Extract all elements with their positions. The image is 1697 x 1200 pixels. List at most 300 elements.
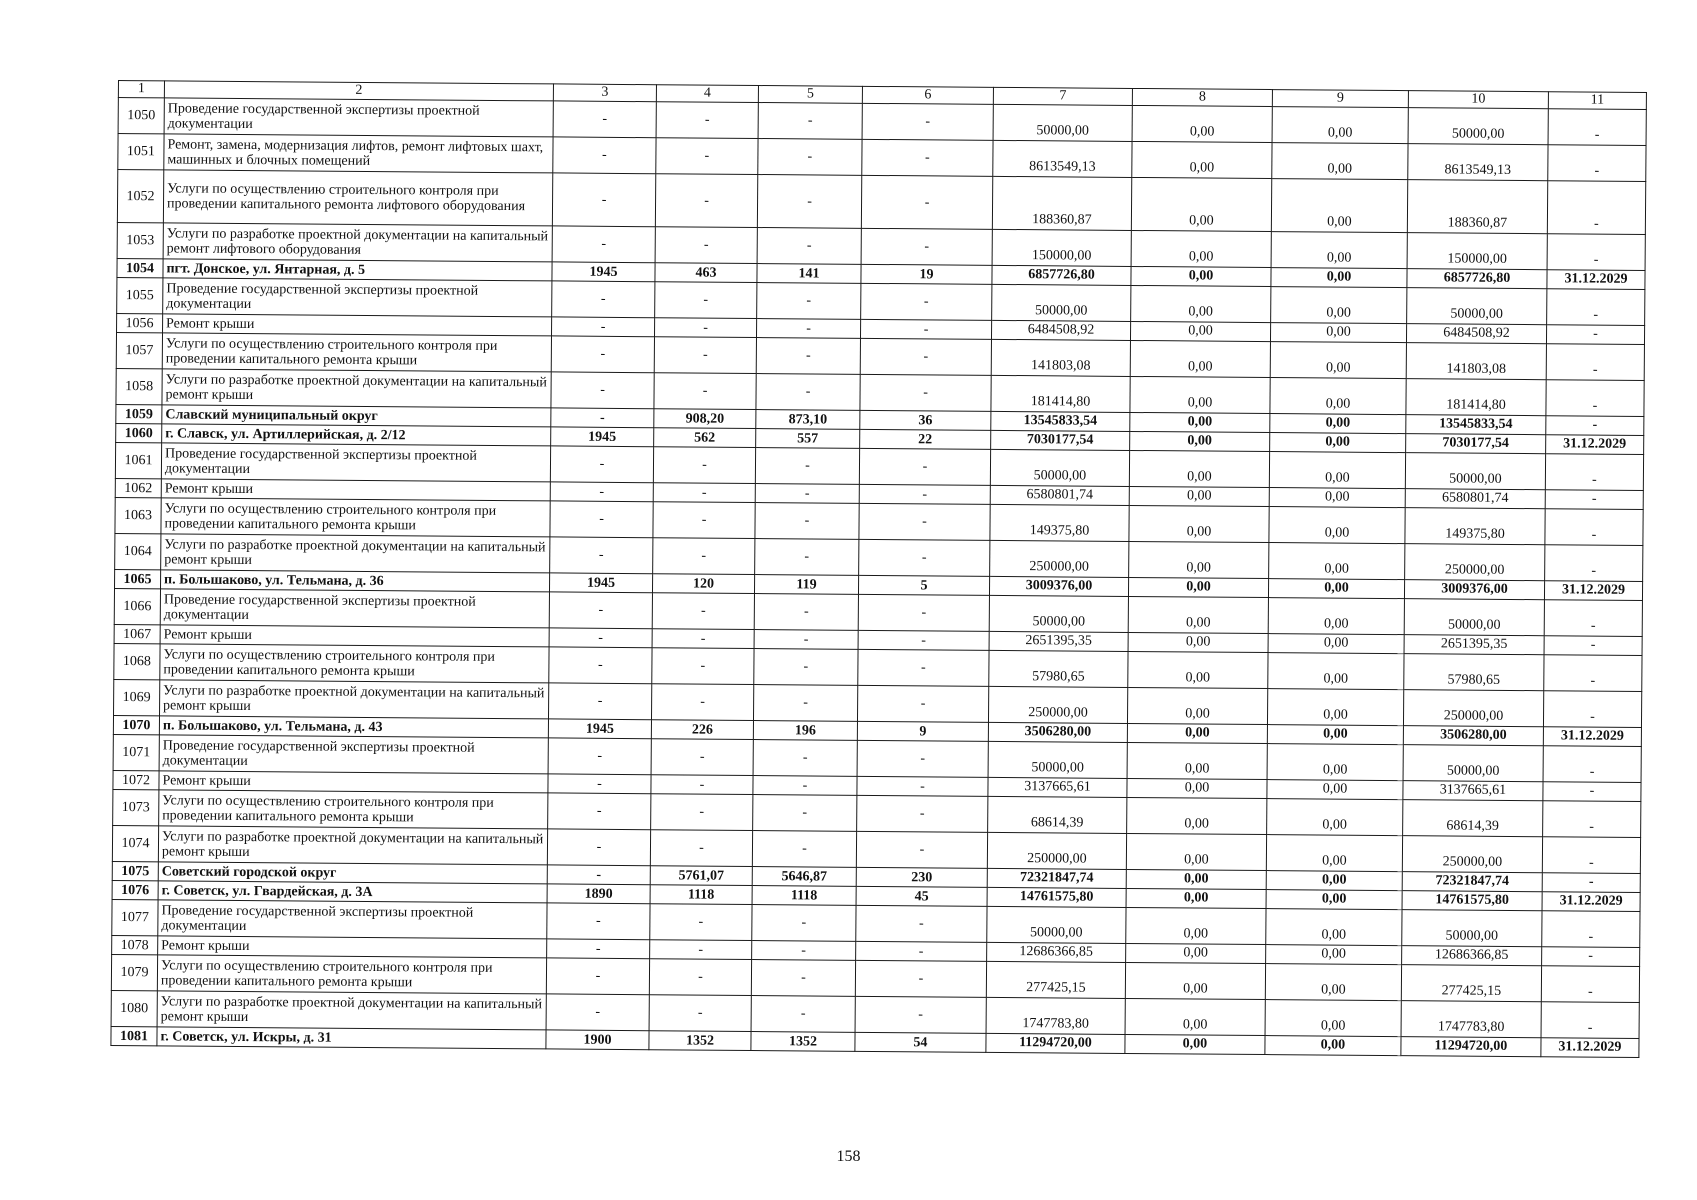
- work-description-cell: Проведение государственной экспертизы проектной документации: [164, 98, 553, 137]
- owner-funds-cell: 277425,15: [1401, 965, 1541, 1002]
- residents-count-cell: -: [860, 338, 991, 375]
- year-built-cell: -: [547, 903, 650, 940]
- regional-funds-cell: 0,00: [1270, 433, 1406, 453]
- residents-count-cell: 9: [857, 721, 988, 741]
- total-cost-cell: 57980,65: [989, 650, 1128, 687]
- work-description-cell: п. Большаково, ул. Тельмана, д. 36: [161, 570, 550, 592]
- year-built-cell: -: [552, 226, 655, 263]
- owner-funds-cell: 6857726,80: [1407, 269, 1547, 289]
- work-description-cell: Услуги по осуществлению строительного контроля при проведении капитального ремонта крыши: [161, 498, 550, 537]
- year-built-cell: 1945: [548, 719, 651, 739]
- owner-funds-cell: 72321847,74: [1402, 872, 1542, 892]
- federal-funds-cell: 0,00: [1127, 797, 1267, 834]
- capital-repair-table: [110, 80, 1647, 1058]
- total-cost-cell: 1747783,80: [986, 997, 1125, 1034]
- living-area-cell: 1352: [751, 1032, 855, 1052]
- regional-funds-cell: 0,00: [1271, 179, 1407, 233]
- federal-funds-cell: 0,00: [1126, 943, 1266, 963]
- federal-funds-cell: 0,00: [1127, 742, 1267, 779]
- completion-date-cell: -: [1548, 109, 1646, 146]
- living-area-cell: -: [752, 831, 856, 868]
- owner-funds-cell: 8613549,13: [1408, 144, 1548, 181]
- living-area-cell: -: [757, 283, 861, 320]
- residents-count-cell: -: [857, 776, 988, 796]
- total-cost-cell: 250000,00: [988, 686, 1127, 723]
- year-built-cell: -: [550, 446, 653, 483]
- completion-date-cell: 31.12.2029: [1546, 435, 1644, 455]
- total-cost-cell: 50000,00: [988, 741, 1127, 778]
- living-area-cell: -: [753, 685, 857, 722]
- living-area-cell: -: [757, 175, 861, 229]
- completion-date-cell: 31.12.2029: [1543, 727, 1641, 747]
- living-area-cell: -: [753, 776, 857, 796]
- header-cell: 2: [164, 81, 553, 101]
- regional-funds-cell: 0,00: [1271, 232, 1407, 269]
- federal-funds-cell: 0,00: [1131, 177, 1271, 231]
- living-area-cell: -: [751, 996, 855, 1033]
- completion-date-cell: -: [1543, 691, 1641, 728]
- owner-funds-cell: 141803,08: [1406, 343, 1546, 380]
- row-number-cell: 1055: [117, 277, 163, 313]
- row-number-cell: 1063: [115, 497, 161, 533]
- residents-count-cell: -: [860, 374, 991, 411]
- row-number-cell: 1056: [117, 313, 163, 332]
- work-description-cell: Ремонт крыши: [161, 479, 550, 501]
- year-built-cell: -: [552, 173, 655, 227]
- row-number-cell: 1065: [115, 569, 161, 588]
- residents-count-cell: -: [856, 905, 987, 942]
- work-description-cell: Услуги по осуществлению строительного контроля при проведении капитального ремонта крыши: [162, 333, 551, 372]
- work-description-cell: Услуги по разработке проектной документации на капитальный ремонт крыши: [161, 534, 550, 573]
- owner-funds-cell: 250000,00: [1405, 544, 1545, 581]
- owner-funds-cell: 150000,00: [1407, 233, 1547, 270]
- owner-funds-cell: 250000,00: [1403, 690, 1543, 727]
- total-cost-cell: 8613549,13: [993, 140, 1132, 177]
- owner-funds-cell: 11294720,00: [1401, 1037, 1541, 1057]
- residents-count-cell: -: [857, 685, 988, 722]
- total-cost-cell: 6484508,92: [991, 320, 1130, 340]
- header-cell: 5: [758, 86, 862, 104]
- federal-funds-cell: 0,00: [1125, 962, 1265, 999]
- work-description-cell: Услуги по разработке проектной документации на капитальный ремонт крыши: [162, 369, 551, 408]
- living-area-cell: -: [755, 539, 859, 576]
- year-built-cell: 1945: [549, 573, 652, 593]
- total-area-cell: 463: [655, 263, 757, 283]
- row-number-cell: 1057: [116, 332, 162, 368]
- year-built-cell: -: [552, 281, 655, 318]
- total-area-cell: 908,20: [654, 409, 756, 429]
- year-built-cell: -: [551, 372, 654, 409]
- work-description-cell: Проведение государственной экспертизы проектной документации: [161, 443, 550, 482]
- completion-date-cell: 31.12.2029: [1541, 1038, 1639, 1058]
- work-description-cell: г. Советск, ул. Гвардейская, д. 3А: [158, 881, 547, 903]
- residents-count-cell: -: [858, 594, 989, 631]
- federal-funds-cell: 0,00: [1127, 778, 1267, 798]
- work-description-cell: Славский муниципальный округ: [162, 405, 551, 427]
- residents-count-cell: -: [861, 283, 992, 320]
- federal-funds-cell: 0,00: [1132, 105, 1272, 142]
- owner-funds-cell: 50000,00: [1405, 453, 1545, 490]
- row-number-cell: 1064: [115, 533, 161, 569]
- living-area-cell: -: [753, 795, 857, 832]
- regional-funds-cell: 0,00: [1265, 1036, 1401, 1056]
- federal-funds-cell: 0,00: [1125, 1034, 1265, 1054]
- total-cost-cell: 250000,00: [990, 540, 1129, 577]
- header-cell: 9: [1272, 90, 1408, 108]
- total-area-cell: -: [651, 775, 753, 795]
- work-description-cell: Услуги по разработке проектной документации на капитальный ремонт лифтового оборудования: [163, 223, 552, 262]
- year-built-cell: -: [548, 738, 651, 775]
- regional-funds-cell: 0,00: [1270, 323, 1406, 343]
- residents-count-cell: -: [855, 960, 986, 997]
- total-area-cell: -: [651, 684, 753, 721]
- residents-count-cell: 54: [855, 1032, 986, 1052]
- living-area-cell: -: [756, 319, 860, 339]
- row-number-cell: 1051: [118, 134, 164, 170]
- row-number-cell: 1075: [112, 861, 158, 880]
- federal-funds-cell: 0,00: [1129, 450, 1269, 487]
- work-description-cell: Услуги по разработке проектной документации на капитальный ремонт крыши: [157, 991, 546, 1030]
- total-area-cell: -: [650, 830, 752, 867]
- total-area-cell: -: [651, 794, 753, 831]
- living-area-cell: -: [754, 649, 858, 686]
- row-number-cell: 1071: [113, 734, 159, 770]
- work-description-cell: Ремонт крыши: [159, 771, 548, 793]
- completion-date-cell: -: [1547, 289, 1645, 326]
- total-area-cell: 1118: [650, 885, 752, 905]
- regional-funds-cell: 0,00: [1267, 799, 1403, 836]
- regional-funds-cell: 0,00: [1272, 143, 1408, 180]
- year-built-cell: -: [551, 408, 654, 428]
- living-area-cell: -: [754, 630, 858, 650]
- owner-funds-cell: 149375,80: [1405, 508, 1545, 545]
- owner-funds-cell: 13545833,54: [1406, 415, 1546, 435]
- living-area-cell: -: [755, 484, 859, 504]
- total-cost-cell: 50000,00: [987, 906, 1126, 943]
- row-number-cell: 1050: [118, 98, 164, 134]
- completion-date-cell: -: [1542, 911, 1640, 948]
- work-description-cell: Услуги по осуществлению строительного контроля при проведении капитального ремонта крыши: [160, 644, 549, 683]
- residents-count-cell: 19: [861, 264, 992, 284]
- row-number-cell: 1073: [113, 789, 159, 825]
- row-number-cell: 1054: [117, 258, 163, 277]
- completion-date-cell: -: [1545, 490, 1643, 510]
- total-cost-cell: 3009376,00: [989, 576, 1128, 596]
- work-description-cell: Услуги по разработке проектной документации на капитальный ремонт крыши: [158, 826, 547, 865]
- header-cell: 6: [862, 86, 993, 104]
- regional-funds-cell: 0,00: [1269, 543, 1405, 580]
- total-cost-cell: 3137665,61: [988, 777, 1127, 797]
- residents-count-cell: -: [857, 740, 988, 777]
- row-number-cell: 1072: [113, 770, 159, 789]
- total-area-cell: -: [653, 447, 755, 484]
- residents-count-cell: -: [859, 539, 990, 576]
- federal-funds-cell: 0,00: [1128, 632, 1268, 652]
- row-number-cell: 1052: [117, 170, 163, 223]
- regional-funds-cell: 0,00: [1268, 598, 1404, 635]
- living-area-cell: -: [757, 228, 861, 265]
- regional-funds-cell: 0,00: [1269, 452, 1405, 489]
- row-number-cell: 1059: [116, 404, 162, 423]
- year-built-cell: -: [548, 774, 651, 794]
- row-number-cell: 1058: [116, 368, 162, 404]
- owner-funds-cell: 50000,00: [1408, 108, 1548, 145]
- regional-funds-cell: 0,00: [1269, 488, 1405, 508]
- work-description-cell: г. Советск, ул. Искры, д. 31: [157, 1027, 546, 1049]
- living-area-cell: -: [758, 103, 862, 140]
- year-built-cell: 1945: [551, 427, 654, 447]
- completion-date-cell: -: [1543, 801, 1641, 838]
- total-area-cell: 120: [652, 574, 754, 594]
- row-number-cell: 1078: [112, 935, 158, 954]
- completion-date-cell: -: [1542, 837, 1640, 874]
- total-cost-cell: 50000,00: [992, 284, 1131, 321]
- federal-funds-cell: 0,00: [1128, 577, 1268, 597]
- regional-funds-cell: 0,00: [1267, 689, 1403, 726]
- page-number: 158: [836, 1148, 861, 1165]
- owner-funds-cell: 3009376,00: [1404, 580, 1544, 600]
- regional-funds-cell: 0,00: [1266, 890, 1402, 910]
- year-built-cell: 1945: [552, 262, 655, 282]
- header-cell: 7: [993, 87, 1132, 105]
- total-cost-cell: 50000,00: [993, 104, 1132, 141]
- total-area-cell: 562: [654, 428, 756, 448]
- federal-funds-cell: 0,00: [1130, 340, 1270, 377]
- federal-funds-cell: 0,00: [1131, 285, 1271, 322]
- total-area-cell: -: [656, 102, 758, 139]
- total-area-cell: -: [649, 995, 751, 1032]
- total-area-cell: -: [650, 904, 752, 941]
- living-area-cell: 1118: [752, 886, 856, 906]
- year-built-cell: -: [546, 994, 649, 1031]
- completion-date-cell: -: [1544, 636, 1642, 656]
- row-number-cell: 1077: [112, 899, 158, 935]
- residents-count-cell: 22: [860, 429, 991, 449]
- work-description-cell: п. Большаково, ул. Тельмана, д. 43: [159, 716, 548, 738]
- work-description-cell: Услуги по разработке проектной документации на капитальный ремонт крыши: [160, 680, 549, 719]
- federal-funds-cell: 0,00: [1130, 376, 1270, 413]
- federal-funds-cell: 0,00: [1130, 431, 1270, 451]
- regional-funds-cell: 0,00: [1272, 107, 1408, 144]
- regional-funds-cell: 0,00: [1268, 653, 1404, 690]
- living-area-cell: 873,10: [756, 410, 860, 430]
- year-built-cell: -: [553, 137, 656, 174]
- regional-funds-cell: 0,00: [1271, 287, 1407, 324]
- total-area-cell: 226: [651, 720, 753, 740]
- year-built-cell: -: [550, 482, 653, 502]
- year-built-cell: -: [551, 336, 654, 373]
- document-sheet: [110, 80, 1646, 1058]
- owner-funds-cell: 7030177,54: [1406, 434, 1546, 454]
- completion-date-cell: -: [1547, 234, 1645, 271]
- total-cost-cell: 2651395,35: [989, 631, 1128, 651]
- residents-count-cell: 230: [856, 867, 987, 887]
- completion-date-cell: -: [1544, 655, 1642, 692]
- header-cell: 3: [553, 84, 656, 102]
- owner-funds-cell: 50000,00: [1403, 745, 1543, 782]
- residents-count-cell: -: [856, 831, 987, 868]
- living-area-cell: -: [752, 941, 856, 961]
- living-area-cell: 196: [753, 721, 857, 741]
- living-area-cell: -: [755, 448, 859, 485]
- federal-funds-cell: 0,00: [1128, 651, 1268, 688]
- completion-date-cell: -: [1546, 344, 1644, 381]
- year-built-cell: -: [549, 592, 652, 629]
- work-description-cell: Услуги по осуществлению строительного контроля при проведении капитального ремонта лифтового оборудования: [163, 170, 552, 226]
- completion-date-cell: -: [1543, 782, 1641, 802]
- owner-funds-cell: 6484508,92: [1406, 324, 1546, 344]
- total-cost-cell: 50000,00: [990, 449, 1129, 486]
- residents-count-cell: -: [862, 139, 993, 176]
- living-area-cell: -: [752, 905, 856, 942]
- living-area-cell: -: [756, 338, 860, 375]
- federal-funds-cell: 0,00: [1126, 907, 1266, 944]
- owner-funds-cell: 50000,00: [1402, 910, 1542, 947]
- regional-funds-cell: 0,00: [1270, 378, 1406, 415]
- work-description-cell: пгт. Донское, ул. Янтарная, д. 5: [163, 259, 552, 281]
- completion-date-cell: 31.12.2029: [1544, 581, 1642, 601]
- federal-funds-cell: 0,00: [1126, 869, 1266, 889]
- completion-date-cell: -: [1544, 600, 1642, 637]
- residents-count-cell: 36: [860, 410, 991, 430]
- living-area-cell: -: [753, 740, 857, 777]
- completion-date-cell: -: [1546, 325, 1644, 345]
- total-area-cell: -: [653, 538, 755, 575]
- owner-funds-cell: 2651395,35: [1404, 635, 1544, 655]
- federal-funds-cell: 0,00: [1130, 321, 1270, 341]
- residents-count-cell: -: [856, 941, 987, 961]
- total-area-cell: -: [652, 593, 754, 630]
- owner-funds-cell: 181414,80: [1406, 379, 1546, 416]
- work-description-cell: Ремонт крыши: [163, 314, 552, 336]
- work-description-cell: Проведение государственной экспертизы проектной документации: [163, 278, 552, 317]
- owner-funds-cell: 250000,00: [1402, 836, 1542, 873]
- regional-funds-cell: 0,00: [1269, 507, 1405, 544]
- owner-funds-cell: 50000,00: [1407, 288, 1547, 325]
- living-area-cell: 5646,87: [752, 867, 856, 887]
- total-area-cell: -: [649, 959, 751, 996]
- regional-funds-cell: 0,00: [1266, 871, 1402, 891]
- regional-funds-cell: 0,00: [1270, 342, 1406, 379]
- completion-date-cell: -: [1546, 416, 1644, 436]
- row-number-cell: 1069: [114, 679, 160, 715]
- total-cost-cell: 149375,80: [990, 504, 1129, 541]
- regional-funds-cell: 0,00: [1266, 945, 1402, 965]
- work-description-cell: Проведение государственной экспертизы проектной документации: [160, 589, 549, 628]
- row-number-cell: 1076: [112, 880, 158, 899]
- completion-date-cell: -: [1545, 509, 1643, 546]
- owner-funds-cell: 50000,00: [1404, 599, 1544, 636]
- row-number-cell: 1053: [117, 222, 163, 258]
- total-area-cell: -: [655, 318, 757, 338]
- regional-funds-cell: 0,00: [1265, 1000, 1401, 1037]
- total-cost-cell: 50000,00: [989, 595, 1128, 632]
- total-area-cell: -: [655, 282, 757, 319]
- total-area-cell: -: [654, 337, 756, 374]
- header-cell: 11: [1548, 92, 1646, 110]
- residents-count-cell: -: [861, 228, 992, 265]
- completion-date-cell: 31.12.2029: [1542, 892, 1640, 912]
- owner-funds-cell: 68614,39: [1403, 800, 1543, 837]
- regional-funds-cell: 0,00: [1266, 909, 1402, 946]
- year-built-cell: -: [547, 939, 650, 959]
- total-cost-cell: 72321847,74: [987, 868, 1126, 888]
- total-cost-cell: 3506280,00: [988, 722, 1127, 742]
- regional-funds-cell: 0,00: [1271, 268, 1407, 288]
- residents-count-cell: 45: [856, 886, 987, 906]
- work-description-cell: Ремонт, замена, модернизация лифтов, ремонт лифтовых шахт, машинных и блочных помещений: [164, 134, 553, 173]
- owner-funds-cell: 14761575,80: [1402, 891, 1542, 911]
- federal-funds-cell: 0,00: [1125, 998, 1265, 1035]
- federal-funds-cell: 0,00: [1130, 412, 1270, 432]
- completion-date-cell: -: [1543, 746, 1641, 783]
- row-number-cell: 1060: [116, 423, 162, 442]
- owner-funds-cell: 57980,65: [1404, 654, 1544, 691]
- owner-funds-cell: 3137665,61: [1403, 781, 1543, 801]
- federal-funds-cell: 0,00: [1129, 486, 1269, 506]
- regional-funds-cell: 0,00: [1267, 780, 1403, 800]
- total-area-cell: -: [651, 739, 753, 776]
- row-number-cell: 1080: [111, 990, 157, 1026]
- header-cell: 1: [118, 81, 164, 98]
- work-description-cell: г. Славск, ул. Артиллерийская, д. 2/12: [162, 424, 551, 446]
- year-built-cell: 1890: [547, 884, 650, 904]
- federal-funds-cell: 0,00: [1126, 833, 1266, 870]
- total-area-cell: -: [650, 940, 752, 960]
- year-built-cell: -: [552, 317, 655, 337]
- total-cost-cell: 11294720,00: [986, 1033, 1125, 1053]
- total-area-cell: -: [653, 483, 755, 503]
- living-area-cell: 557: [756, 429, 860, 449]
- total-area-cell: 5761,07: [650, 866, 752, 886]
- row-number-cell: 1079: [111, 954, 157, 990]
- total-cost-cell: 277425,15: [986, 961, 1125, 998]
- total-cost-cell: 14761575,80: [987, 887, 1126, 907]
- regional-funds-cell: 0,00: [1265, 964, 1401, 1001]
- residents-count-cell: -: [857, 795, 988, 832]
- residents-count-cell: -: [860, 319, 991, 339]
- total-area-cell: -: [655, 227, 757, 264]
- year-built-cell: -: [548, 793, 651, 830]
- work-description-cell: Услуги по осуществлению строительного контроля при проведении капитального ремонта крыши: [159, 790, 548, 829]
- work-description-cell: Проведение государственной экспертизы проектной документации: [159, 735, 548, 774]
- residents-count-cell: -: [862, 103, 993, 140]
- regional-funds-cell: 0,00: [1268, 634, 1404, 654]
- regional-funds-cell: 0,00: [1267, 744, 1403, 781]
- owner-funds-cell: 3506280,00: [1403, 726, 1543, 746]
- residents-count-cell: -: [855, 996, 986, 1033]
- federal-funds-cell: 0,00: [1131, 266, 1271, 286]
- residents-count-cell: -: [859, 484, 990, 504]
- federal-funds-cell: 0,00: [1127, 723, 1267, 743]
- total-cost-cell: 6857726,80: [992, 265, 1131, 285]
- total-cost-cell: 150000,00: [992, 229, 1131, 266]
- total-cost-cell: 6580801,74: [990, 485, 1129, 505]
- regional-funds-cell: 0,00: [1268, 579, 1404, 599]
- federal-funds-cell: 0,00: [1131, 230, 1271, 267]
- row-number-cell: 1068: [114, 643, 160, 679]
- residents-count-cell: -: [861, 175, 992, 229]
- completion-date-cell: -: [1542, 947, 1640, 967]
- row-number-cell: 1067: [114, 624, 160, 643]
- federal-funds-cell: 0,00: [1132, 141, 1272, 178]
- total-cost-cell: 13545833,54: [991, 411, 1130, 431]
- year-built-cell: -: [550, 537, 653, 574]
- owner-funds-cell: 12686366,85: [1402, 946, 1542, 966]
- regional-funds-cell: 0,00: [1267, 725, 1403, 745]
- completion-date-cell: -: [1545, 545, 1643, 582]
- owner-funds-cell: 1747783,80: [1401, 1001, 1541, 1038]
